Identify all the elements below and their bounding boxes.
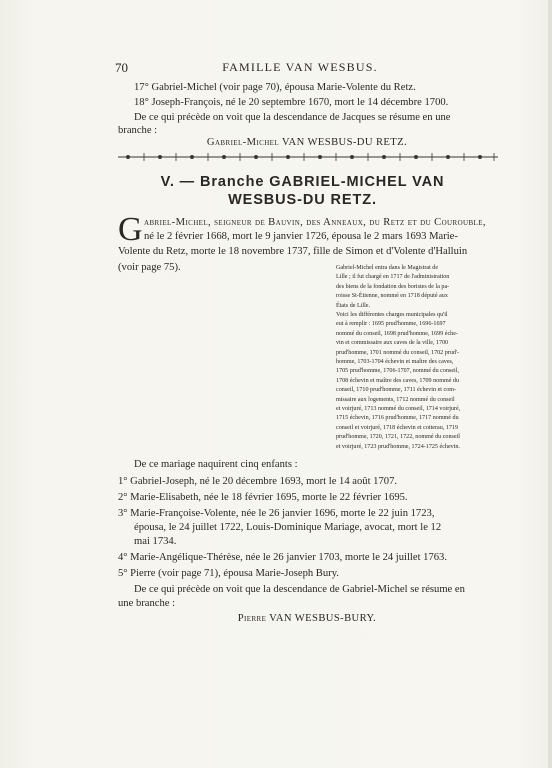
child-entry: 1° Gabriel-Joseph, né le 20 décembre 1693, mort le 14 août 1707.	[118, 476, 398, 487]
page-number: 70	[115, 60, 128, 75]
child-entry: épousa, le 24 juillet 1722, Louis-Dominique Mariage, avocat, mort le 12	[134, 522, 442, 533]
side-note-line: et voirjuré, 1713 nommé du conseil, 1714 voirjuré,	[336, 406, 461, 412]
side-note-line: États de Lille.	[336, 302, 371, 309]
side-note-line: prud'homme, 1720, 1721, 1722, nommé du conseil	[336, 434, 460, 441]
section-heading-line-2: WESBUS-DU RETZ.	[228, 192, 377, 208]
child-entry: 4° Marie-Angélique-Thérèse, née le 26 janvier 1703, morte le 24 juillet 1763.	[118, 552, 448, 563]
closing-line: De ce qui précède on voit que la descendance de Gabriel-Michel se résume en	[134, 584, 465, 595]
paragraph-line: abriel-Michel, seigneur de Bauvin, des Anneaux, du Retz et du Courouble,	[144, 217, 486, 228]
side-note-line: roisse St-Étienne, nommé en 1718 député aux	[336, 293, 448, 300]
side-note-line: conseil et voirjuré, 1718 échevin et cotterau, 1719	[336, 424, 459, 431]
side-note-line: vin et commissaire aux caves de la ville, 1700	[336, 340, 449, 347]
child-entry: mai 1734.	[134, 536, 177, 547]
child-entry: 3° Marie-Françoise-Volente, née le 26 janvier 1696, morte le 22 juin 1723,	[118, 508, 435, 519]
side-note-line: Lille ; il fut chargé en 1717 de l'administration	[336, 274, 450, 281]
page-header	[115, 60, 485, 76]
intro-line: 18° Joseph-François, né le 20 septembre 1670, mort le 14 décembre 1700.	[134, 97, 449, 108]
drop-cap: G	[118, 211, 143, 248]
closing-line: une branche :	[118, 598, 176, 609]
closing-branch-name: Pierre VAN WESBUS-BURY.	[237, 613, 377, 624]
side-note-line: 1715 échevin, 1716 prud'homme, 1717 nommé du	[336, 415, 459, 422]
side-note-line: conseil, 1710 prud'homme, 1711 échevin et com-	[336, 387, 457, 394]
section-heading-line-1: V. — Branche GABRIEL-MICHEL VAN	[160, 174, 445, 190]
paragraph-line: (voir page 75).	[118, 262, 181, 273]
side-note-line: 1705 prud'homme, 1706-1707, nommé du conseil,	[336, 368, 459, 375]
paragraph-line: né le 2 février 1668, mort le 9 janvier 1726, épousa le 2 mars 1693 Marie-	[144, 231, 458, 242]
paragraph-line: Volente du Retz, morte le 18 novembre 1737, fille de Simon et d'Volente d'Halluin	[118, 246, 468, 257]
intro-line: 17° Gabriel-Michel (voir page 70), épousa Marie-Volente du Retz.	[134, 82, 416, 93]
side-note-line: des biens de la fondation des boristes de la pa-	[336, 283, 450, 290]
side-note-line: et voirjuré, 1723 prud'homme, 1724-1725 échevin.	[336, 443, 460, 450]
child-entry: 5° Pierre (voir page 71), épousa Marie-Joseph Bury.	[118, 568, 339, 579]
intro-line: branche :	[118, 125, 158, 136]
child-entry: 2° Marie-Elisabeth, née le 18 février 1695, morte le 22 février 1695.	[118, 492, 408, 503]
side-note-line: eut à remplir : 1695 prud'homme, 1696-1697	[336, 321, 446, 328]
children-intro: De ce mariage naquirent cinq enfants :	[134, 459, 298, 470]
side-note-line: missaire aux logements, 1712 nommé du conseil	[336, 396, 455, 403]
side-note-line: 1708 échevin et maître des caves, 1709 nommé du	[336, 377, 460, 384]
ornamental-divider	[118, 152, 498, 162]
page-edge	[548, 0, 552, 768]
side-note-line: nommé du conseil, 1698 prud'homme, 1699 éche-	[336, 330, 458, 337]
branch-name: Gabriel-Michel VAN WESBUS-DU RETZ.	[206, 137, 408, 148]
running-title: FAMILLE VAN WESBUS.	[222, 60, 378, 74]
side-note-line: Gabriel-Michel entra dans le Magistrat de	[336, 265, 439, 271]
side-note-line: prud'homme, 1701 nommé du conseil, 1702 prud'-	[336, 349, 460, 356]
side-note-line: Voici les différentes charges municipales qu'il	[336, 312, 448, 318]
side-note-line: homme, 1703-1704 échevin et maître des caves,	[336, 359, 454, 365]
intro-line: De ce qui précède on voit que la descendance de Jacques se résume en une	[134, 112, 451, 123]
